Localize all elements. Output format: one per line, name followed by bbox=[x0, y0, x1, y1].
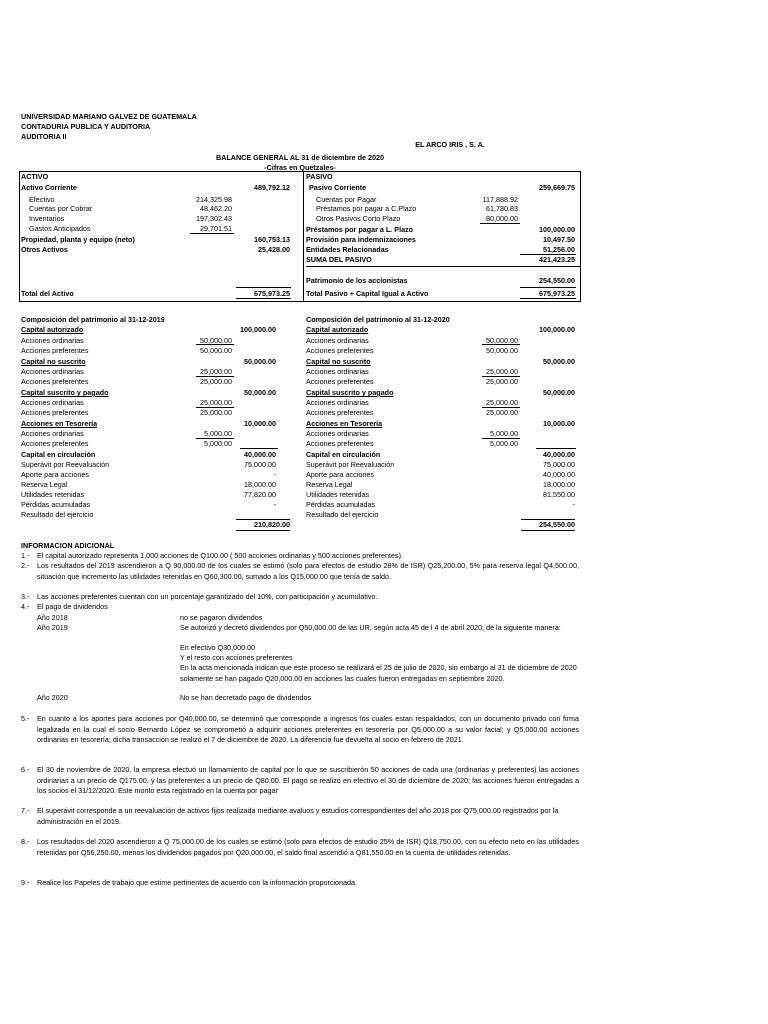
row-label: Acciones ordinarias bbox=[306, 398, 369, 407]
row-label: Aporte para acciones bbox=[306, 470, 374, 479]
info-paragraph: Los resultados del 2019 ascendieron a Q 90,000.00 de los cuales se estimó (solo para efectos de estudio 28% de ISR) Q25,200.00, 5% para reserva legal Q4,500.00, situación que incremento las utilidades retenidas en Q60,300.00, sumado a los Q15,000.00 que tenía de saldo. bbox=[37, 561, 579, 581]
provision-value: 10,497.50 bbox=[543, 235, 575, 244]
statement-title: BALANCE GENERAL AL 31 de diciembre de 2020 bbox=[215, 153, 385, 162]
info-paragraph: Realice los Papeles de trabajo que estime pertinentes de acuerdo con la información proporcionada. bbox=[37, 878, 358, 887]
row-label: Superávit por Reevaluación bbox=[306, 460, 395, 469]
info-paragraph: El pago de dividendos bbox=[37, 602, 108, 611]
pasivo-corriente-total: 259,669.75 bbox=[539, 183, 575, 192]
lp-loans-value: 100,000.00 bbox=[539, 225, 575, 234]
capital-no-suscrito-label: Capital no suscrito bbox=[306, 357, 371, 366]
item-number: 3.- bbox=[21, 592, 30, 601]
dividend-detail: Y el resto con acciones preferentes bbox=[180, 653, 293, 662]
suma-pasivo-label: SUMA DEL PASIVO bbox=[306, 255, 372, 264]
capital-circulacion-value: 40,000.00 bbox=[244, 450, 276, 459]
activo-item-value: 214,325.98 bbox=[196, 195, 232, 204]
capital-no-suscrito-value: 50,000.00 bbox=[543, 357, 575, 366]
comp-2019-total: 210,820.00 bbox=[254, 520, 290, 529]
row-value: 25,000.00 bbox=[200, 377, 232, 386]
row-value: 5,000.00 bbox=[204, 429, 232, 438]
capital-no-suscrito-label: Capital no suscrito bbox=[21, 357, 86, 366]
acciones-tesoreria-label: Acciones en Tesorería bbox=[21, 419, 98, 428]
item-number: 1.- bbox=[21, 551, 30, 560]
patrimonio-label: Patrimonio de los accionistas bbox=[306, 276, 408, 285]
capital-suscrito-value: 50,000.00 bbox=[543, 388, 575, 397]
comp-2020-title: Composición del patrimonio al 31-12-2020 bbox=[306, 315, 450, 324]
provision-label: Provisión para indemnizaciones bbox=[306, 235, 416, 244]
pasivo-item-value: 80,000.00 bbox=[486, 214, 518, 223]
row-label: Acciones preferentes bbox=[306, 439, 374, 448]
row-value: 25,000.00 bbox=[486, 408, 518, 417]
pasivo-item-value: 117,888.92 bbox=[482, 195, 518, 204]
capital-autorizado-label: Capital autorizado bbox=[306, 325, 369, 334]
row-value: 5,000.00 bbox=[204, 439, 232, 448]
row-value: 50,000.00 bbox=[200, 346, 232, 355]
capital-autorizado-value: 100,000.00 bbox=[539, 325, 575, 334]
ppe-value: 160,753.13 bbox=[254, 235, 290, 244]
year-label: Año 2019 bbox=[37, 623, 68, 632]
year-text: Se autorizó y decretó dividendos por Q50,000.00 de las UR, según acta 45 de l 4 de abril 2020, de la siguiente manera: bbox=[180, 623, 561, 632]
row-value: 25,000.00 bbox=[200, 367, 232, 376]
capital-suscrito-label: Capital suscrito y pagado bbox=[306, 388, 394, 397]
row-label: Acciones preferentes bbox=[21, 408, 89, 417]
pasivo-corriente-label: Pasivo Corriente bbox=[309, 183, 367, 192]
row-value: - bbox=[572, 500, 575, 509]
row-label: Acciones ordinarias bbox=[21, 336, 84, 345]
capital-circulacion-label: Capital en circulación bbox=[21, 450, 96, 459]
pasivo-item-value: 61,780.83 bbox=[486, 204, 518, 213]
row-label: Reserva Legal bbox=[306, 480, 353, 489]
row-label: Acciones ordinarias bbox=[21, 429, 84, 438]
acciones-tesoreria-value: 10,000.00 bbox=[244, 419, 276, 428]
row-value: 18,000.00 bbox=[244, 480, 276, 489]
info-paragraph: El capital autorizado representa 1,000 acciones de Q100.00 ( 500 acciones ordinarias y 500 acciones preferentes). bbox=[37, 551, 403, 560]
total-activo-label: Total del Activo bbox=[21, 289, 74, 298]
row-value: 77,820.00 bbox=[244, 490, 276, 499]
capital-suscrito-value: 50,000.00 bbox=[244, 388, 276, 397]
total-activo-value: 675,973.25 bbox=[254, 289, 290, 298]
info-paragraph: Los resultados del 2020 ascendieron a Q 75,000.00 de los cuales se estimó (solo para efectos de estudio 25% de ISR) Q18,750.00, con su efecto neto en las utilidades retenidas por Q56,250.00, menos los dividendos pagados por Q20,000.00, el saldo final ascendió a Q81,550.00 en la cuenta de utilidades retenidas. bbox=[37, 837, 579, 857]
comp-2019-title: Composición del patrimonio al 31-12-2019 bbox=[21, 315, 165, 324]
total-pasivo-label: Total Pasivo + Capital Igual a Activo bbox=[306, 289, 429, 298]
pasivo-item-label: Cuentas por Pagar bbox=[316, 195, 377, 204]
row-value: 50,000.00 bbox=[200, 336, 232, 345]
row-label: Acciones preferentes bbox=[306, 377, 374, 386]
item-number: 6.- bbox=[21, 765, 30, 774]
row-label: Reserva Legal bbox=[21, 480, 68, 489]
dividend-detail: En efectivo Q30,000.00 bbox=[180, 643, 256, 652]
row-label: Utilidades retenidas bbox=[21, 490, 85, 499]
capital-circulacion-label: Capital en circulación bbox=[306, 450, 381, 459]
pasivo-heading: PASIVO bbox=[306, 172, 333, 181]
row-value: 25,000.00 bbox=[486, 367, 518, 376]
row-label: Aporte para acciones bbox=[21, 470, 89, 479]
row-label: Pérdidas acumuladas bbox=[21, 500, 91, 509]
capital-suscrito-label: Capital suscrito y pagado bbox=[21, 388, 109, 397]
dividend-detail: En la acta mencionada indican que este proceso se realizará el 25 de julio de 2020, sin embargo al 31 de diciembre de 2020 solamente se han pagado Q20,000.00 en acciones las cuales fueron entregadas en septiembre 2020. bbox=[180, 663, 577, 683]
info-paragraph: El 30 de noviembre de 2020, la empresa efectuó un llamamiento de capital por lo que se suscribierón 50 acciones de cada una (ordinarias y preferentes) las acciones ordinarias a un precio de Q175.00. y las preferentes a un precio de Q80.00. El pago se realizó en efectivo el 30 de diciembre de 2020; las acciones fueron entregadas a los socios el 31/12/2020. Este monto esta registrado en la cuenta por pagar bbox=[37, 765, 579, 795]
info-title: INFORMACION ADICIONAL bbox=[21, 541, 115, 550]
capital-no-suscrito-value: 50,000.00 bbox=[244, 357, 276, 366]
company-name: EL ARCO IRIS , S. A. bbox=[415, 140, 485, 149]
activo-item-value: 197,302.43 bbox=[196, 214, 232, 223]
row-value: - bbox=[273, 500, 276, 509]
row-label: Utilidades retenidas bbox=[306, 490, 370, 499]
row-label: Acciones ordinarias bbox=[306, 336, 369, 345]
row-value: 50,000.00 bbox=[486, 346, 518, 355]
activo-item-label: Gastos Anticipados bbox=[29, 224, 91, 233]
comp-2020-total: 254,550.00 bbox=[539, 520, 575, 529]
activo-item-label: Inventarios bbox=[29, 214, 65, 223]
item-number: 9.- bbox=[21, 878, 30, 887]
university-name: UNIVERSIDAD MARIANO GALVEZ DE GUATEMALA bbox=[21, 112, 197, 121]
row-label: Acciones preferentes bbox=[21, 346, 89, 355]
activo-heading: ACTIVO bbox=[21, 172, 49, 181]
info-paragraph: El superávit corresponde a un reevaluación de activos fijos realizada mediante avaluos y estudios correspondientes del año 2018 por Q75,000.00 registrados por la administración en el 2019. bbox=[37, 806, 559, 826]
row-value: 5,000.00 bbox=[490, 439, 518, 448]
capital-circulacion-value: 40,000.00 bbox=[543, 450, 575, 459]
row-value: 25,000.00 bbox=[200, 398, 232, 407]
suma-pasivo-value: 421,423.25 bbox=[539, 255, 575, 264]
row-value: 25,000.00 bbox=[486, 398, 518, 407]
capital-autorizado-value: 100,000.00 bbox=[240, 325, 276, 334]
acciones-tesoreria-value: 10,000.00 bbox=[543, 419, 575, 428]
info-paragraph: En cuanto a los aportes para acciones por Q40,000.00, se determinó que corresponde a ingresos los cuales estan respaldados, con un documento privado con firma legalizada en la cual el socio Bernardo López se comprometió a adquirir acciones preferentes en tesorería por Q5,000.00 a su valor facial; y Q5,000.00 acciones ordinarias en tesorería; dicha transacción se realizó el 7 de diciembre de 2020. La diferencia fue devuelta al socio en febrero de 2021. bbox=[37, 714, 579, 744]
row-value: 5,000.00 bbox=[490, 429, 518, 438]
faculty-name: CONTADURIA PUBLICA Y AUDITORIA bbox=[21, 122, 151, 131]
row-label: Superávit por Reevaluación bbox=[21, 460, 110, 469]
year-text: no se pagaron dividendos bbox=[180, 613, 263, 622]
pasivo-item-label: Otros Pasivos Corto Plazo bbox=[316, 214, 401, 223]
acciones-tesoreria-label: Acciones en Tesorería bbox=[306, 419, 383, 428]
activo-item-label: Cuentas por Cobrar bbox=[29, 204, 93, 213]
row-label: Acciones preferentes bbox=[306, 408, 374, 417]
year-text: No se han decretado pago de dividendos bbox=[180, 693, 312, 702]
capital-autorizado-label: Capital autorizado bbox=[21, 325, 84, 334]
row-label: Acciones ordinarias bbox=[306, 429, 369, 438]
item-number: 5.- bbox=[21, 714, 30, 723]
row-label: Pérdidas acumuladas bbox=[306, 500, 376, 509]
activo-corriente-total: 489,792.12 bbox=[254, 183, 290, 192]
row-value: 25,000.00 bbox=[200, 408, 232, 417]
row-value: 75,000.00 bbox=[543, 460, 575, 469]
ppe-label: Propiedad, planta y equipo (neto) bbox=[21, 235, 135, 244]
row-value: 40,000.00 bbox=[543, 470, 575, 479]
item-number: 2.- bbox=[21, 561, 30, 570]
row-value: 18,000.00 bbox=[543, 480, 575, 489]
row-label: Acciones preferentes bbox=[21, 439, 89, 448]
item-number: 8.- bbox=[21, 837, 30, 846]
entidades-label: Entidades Relacionadas bbox=[306, 245, 389, 254]
otros-activos-value: 25,428.00 bbox=[258, 245, 290, 254]
row-label: Acciones preferentes bbox=[306, 346, 374, 355]
row-value: - bbox=[273, 470, 276, 479]
otros-activos-label: Otros Activos bbox=[21, 245, 68, 254]
row-value: 81,550.00 bbox=[543, 490, 575, 499]
currency-note: -Cifras en Quetzales- bbox=[264, 163, 336, 172]
row-label: Acciones preferentes bbox=[21, 377, 89, 386]
item-number: 7.- bbox=[21, 806, 30, 815]
activo-item-label: Efectivo bbox=[29, 195, 55, 204]
lp-loans-label: Préstamos por pagar a L. Plazo bbox=[306, 225, 414, 234]
activo-corriente-label: Activo Corriente bbox=[21, 183, 77, 192]
row-label: Resultado del ejercicio bbox=[306, 510, 379, 519]
year-label: Año 2020 bbox=[37, 693, 68, 702]
row-value: 25,000.00 bbox=[486, 377, 518, 386]
item-number: 4.- bbox=[21, 602, 30, 611]
row-label: Acciones ordinarias bbox=[21, 398, 84, 407]
pasivo-item-label: Préstamos por pagar a C.Plazo bbox=[316, 204, 417, 213]
row-value: 50,000.00 bbox=[486, 336, 518, 345]
row-label: Acciones ordinarias bbox=[21, 367, 84, 376]
total-pasivo-value: 675,973.25 bbox=[539, 289, 575, 298]
course-name: AUDITORIA II bbox=[21, 132, 67, 141]
year-label: Año 2018 bbox=[37, 613, 68, 622]
row-value: 75,000.00 bbox=[244, 460, 276, 469]
row-label: Acciones ordinarias bbox=[306, 367, 369, 376]
patrimonio-value: 254,550.00 bbox=[539, 276, 575, 285]
activo-item-value: 29,701.51 bbox=[200, 224, 232, 233]
row-label: Resultado del ejercicio bbox=[21, 510, 94, 519]
activo-item-value: 48,462.20 bbox=[200, 204, 232, 213]
info-paragraph: Las acciones preferentes cuentan con un porcentaje garantizado del 10%, con participación y acumulativo. bbox=[37, 592, 378, 601]
entidades-value: 51,256.00 bbox=[543, 245, 575, 254]
